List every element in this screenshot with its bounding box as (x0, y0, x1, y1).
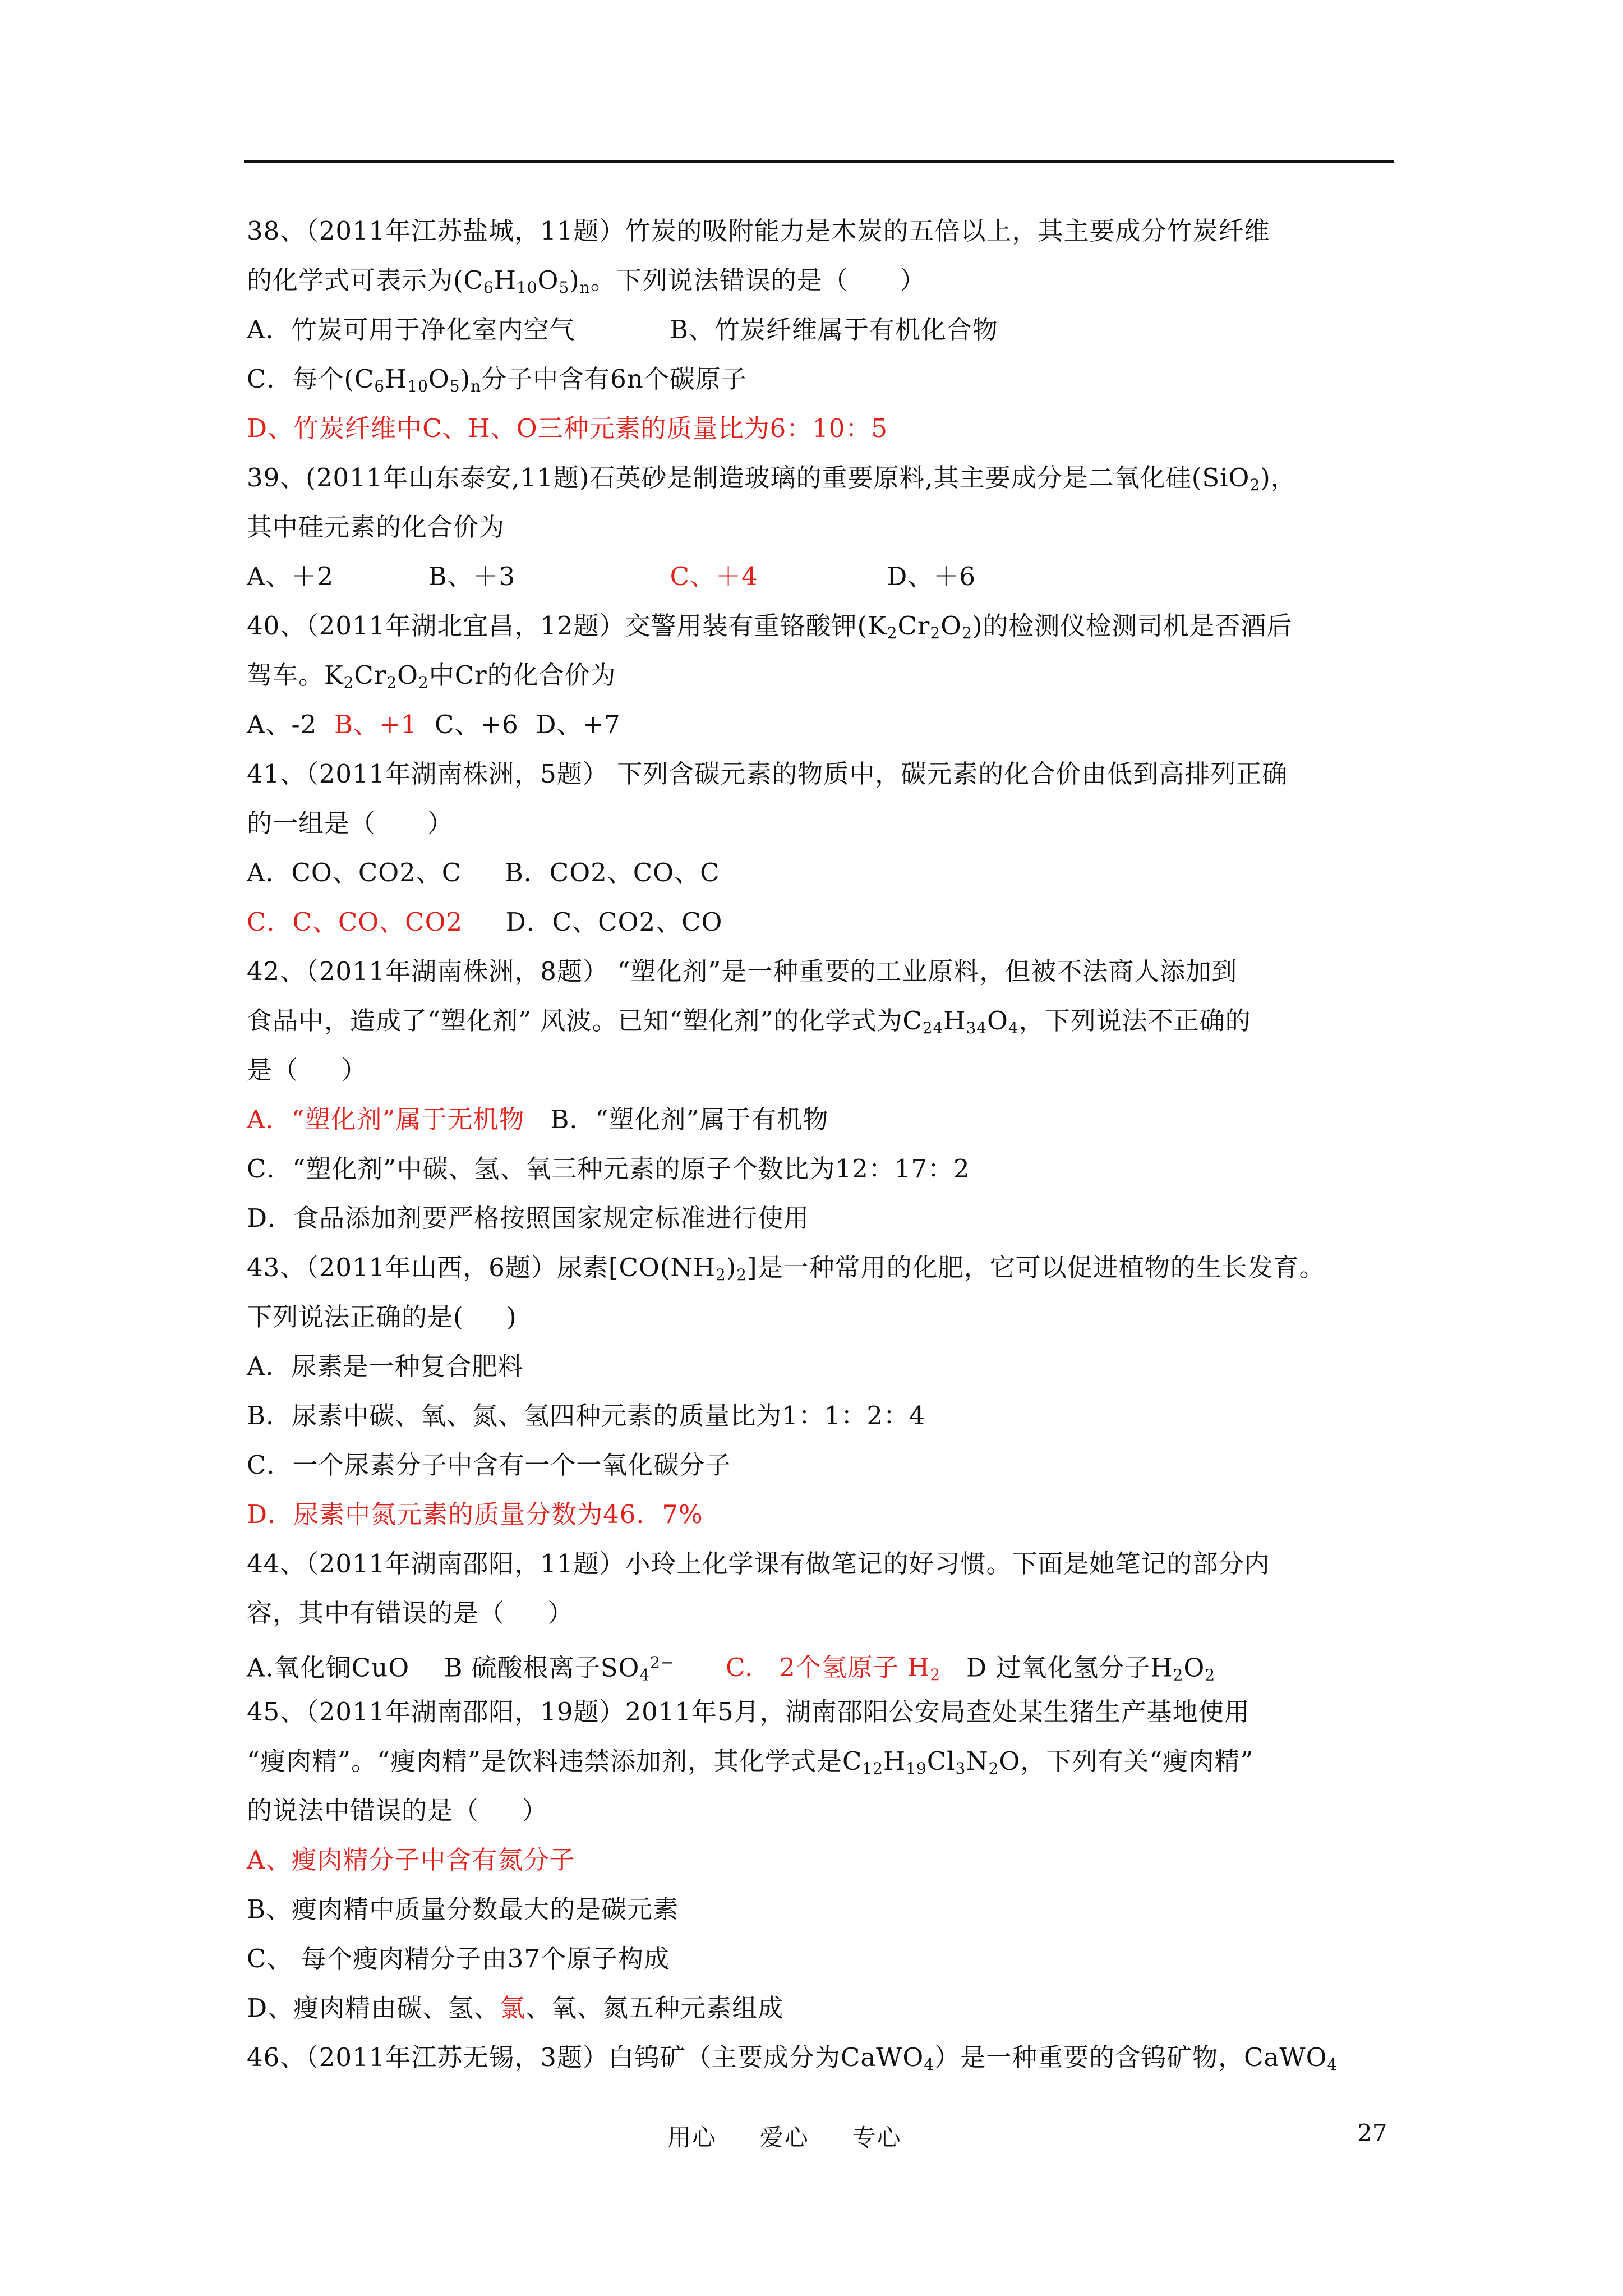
text-line-q45-b: B、瘦肉精中质量分数最大的是碳元素 (247, 1894, 679, 1924)
page-footer (0, 2119, 1623, 2159)
text-line-q45-2: “瘦肉精”。“瘦肉精”是饮料违禁添加剂，其化学式是$C_{12}H_{19}Cl_3N_2O$，下列有关“瘦肉精” (247, 1746, 1254, 1778)
text-line-q44-2: 容，其中有错误的是（ ） (247, 1598, 574, 1628)
header-rule (244, 160, 1394, 163)
text-line-q42-c: C．“塑化剂”中碳、氢、氧三种元素的原子个数比为12：17：2 (247, 1154, 970, 1184)
text-line-q43-1: 43、（2011年山西，6题）尿素$[CO(NH_2)_2]$是一种常用的化肥，它可以促进植物的生长发育。 (247, 1253, 1325, 1284)
text-line-q43-b: B．尿素中碳、氧、氮、氢四种元素的质量比为1：1：2：4 (247, 1401, 926, 1430)
text-line-q40-opts: A、-2 B、+1 C、+6 D、+7 (247, 710, 621, 739)
text-line-q39-1: 39、(2011年山东泰安,11题)石英砂是制造玻璃的重要原料,其主要成分是二氧化硅(SiO$_2$)， (247, 463, 1297, 494)
text-line-q43-d: D．尿素中氮元素的质量分数为46．7% (247, 1499, 703, 1529)
text-line-q44-opts: A.氧化铜CuO B 硫酸根离子$SO_4^{2-}$ C. 2个氢原子 $H_2$ D 过氧化氢分子$H_2O_2$ (247, 1653, 1216, 1685)
text-line-q42-ab: A．“塑化剂”属于无机物 B．“塑化剂”属于有机物 (247, 1105, 829, 1134)
page-number: 27 (1357, 2119, 1387, 2147)
text-line-q43-c: C．一个尿素分子中含有一个一氧化碳分子 (247, 1450, 731, 1480)
text-line-q38-d: D、竹炭纤维中C、H、O三种元素的质量比为6：10：5 (247, 413, 888, 443)
text-line-q41-ab: A．CO、CO2、C B．CO2、CO、C (247, 858, 720, 887)
text-line-q42-2: 食品中，造成了“塑化剂” 风波。已知“塑化剂”的化学式为$C_{24}H_{34}O_4$，下列说法不正确的 (247, 1006, 1251, 1037)
text-line-q45-1: 45、（2011年湖南邵阳，19题）2011年5月，湖南邵阳公安局查处某生猪生产基地使用 (247, 1697, 1250, 1727)
text-line-q41-1: 41、（2011年湖南株洲，5题） 下列含碳元素的物质中，碳元素的化合价由低到高排列正确 (247, 759, 1288, 789)
text-line-q38-a: A．竹炭可用于净化室内空气 B、竹炭纤维属于有机化合物 (247, 315, 998, 344)
text-line-q38-2: 的化学式可表示为$(C_6H_{10}O_5)_n$。下列说法错误的是（ ） (247, 265, 926, 297)
text-line-q43-a: A．尿素是一种复合肥料 (247, 1351, 524, 1381)
document-body (247, 206, 1402, 2082)
text-line-q40-1: 40、（2011年湖北宜昌，12题）交警用装有重铬酸钾$(K_2Cr_2O_2)$的检测仪检测司机是否酒后 (247, 611, 1293, 642)
text-line-q45-d: D、瘦肉精由碳、氢、氯、氧、氮五种元素组成 (247, 1993, 784, 2023)
text-line-q45-c: C、 每个瘦肉精分子由37个原子构成 (247, 1944, 670, 1973)
text-line-q46-1: 46、（2011年江苏无锡，3题）白钨矿（主要成分为CaWO$_4$）是一种重要的含钨矿物，CaWO$_4$ (247, 2042, 1338, 2074)
text-line-q45-3: 的说法中错误的是（ ） (247, 1796, 548, 1825)
text-line-q43-2: 下列说法正确的是( ) (247, 1302, 517, 1332)
text-line-q45-a: A、瘦肉精分子中含有氮分子 (247, 1845, 575, 1875)
text-line-q39-2: 其中硅元素的化合价为 (247, 512, 505, 542)
text-line-q42-d: D．食品添加剂要严格按照国家规定标准进行使用 (247, 1203, 810, 1233)
text-line-q41-cd: C．C、CO、CO2 D．C、CO2、CO (247, 907, 723, 937)
text-line-q40-2: 驾车。$K_2Cr_2O_2$中Cr的化合价为 (247, 660, 616, 692)
text-line-q42-3: 是（ ） (247, 1055, 367, 1085)
footer-motto: 用心 爱心 专心 (667, 2124, 902, 2151)
text-line-q41-2: 的一组是（ ） (247, 808, 453, 838)
text-line-q38-1: 38、（2011年江苏盐城，11题）竹炭的吸附能力是木炭的五倍以上，其主要成分竹炭纤维 (247, 216, 1270, 246)
text-line-q44-1: 44、（2011年湖南邵阳，11题）小玲上化学课有做笔记的好习惯。下面是她笔记的部分内 (247, 1549, 1270, 1579)
text-line-q38-c: C．每个$(C_6H_{10}O_5)_n$分子中含有6n个碳原子 (247, 364, 747, 395)
text-line-q39-opts: A、＋2 B、＋3 C、＋4 D、＋6 (247, 562, 976, 591)
text-line-q42-1: 42、（2011年湖南株洲，8题） “塑化剂”是一种重要的工业原料，但被不法商人添加到 (247, 956, 1238, 986)
